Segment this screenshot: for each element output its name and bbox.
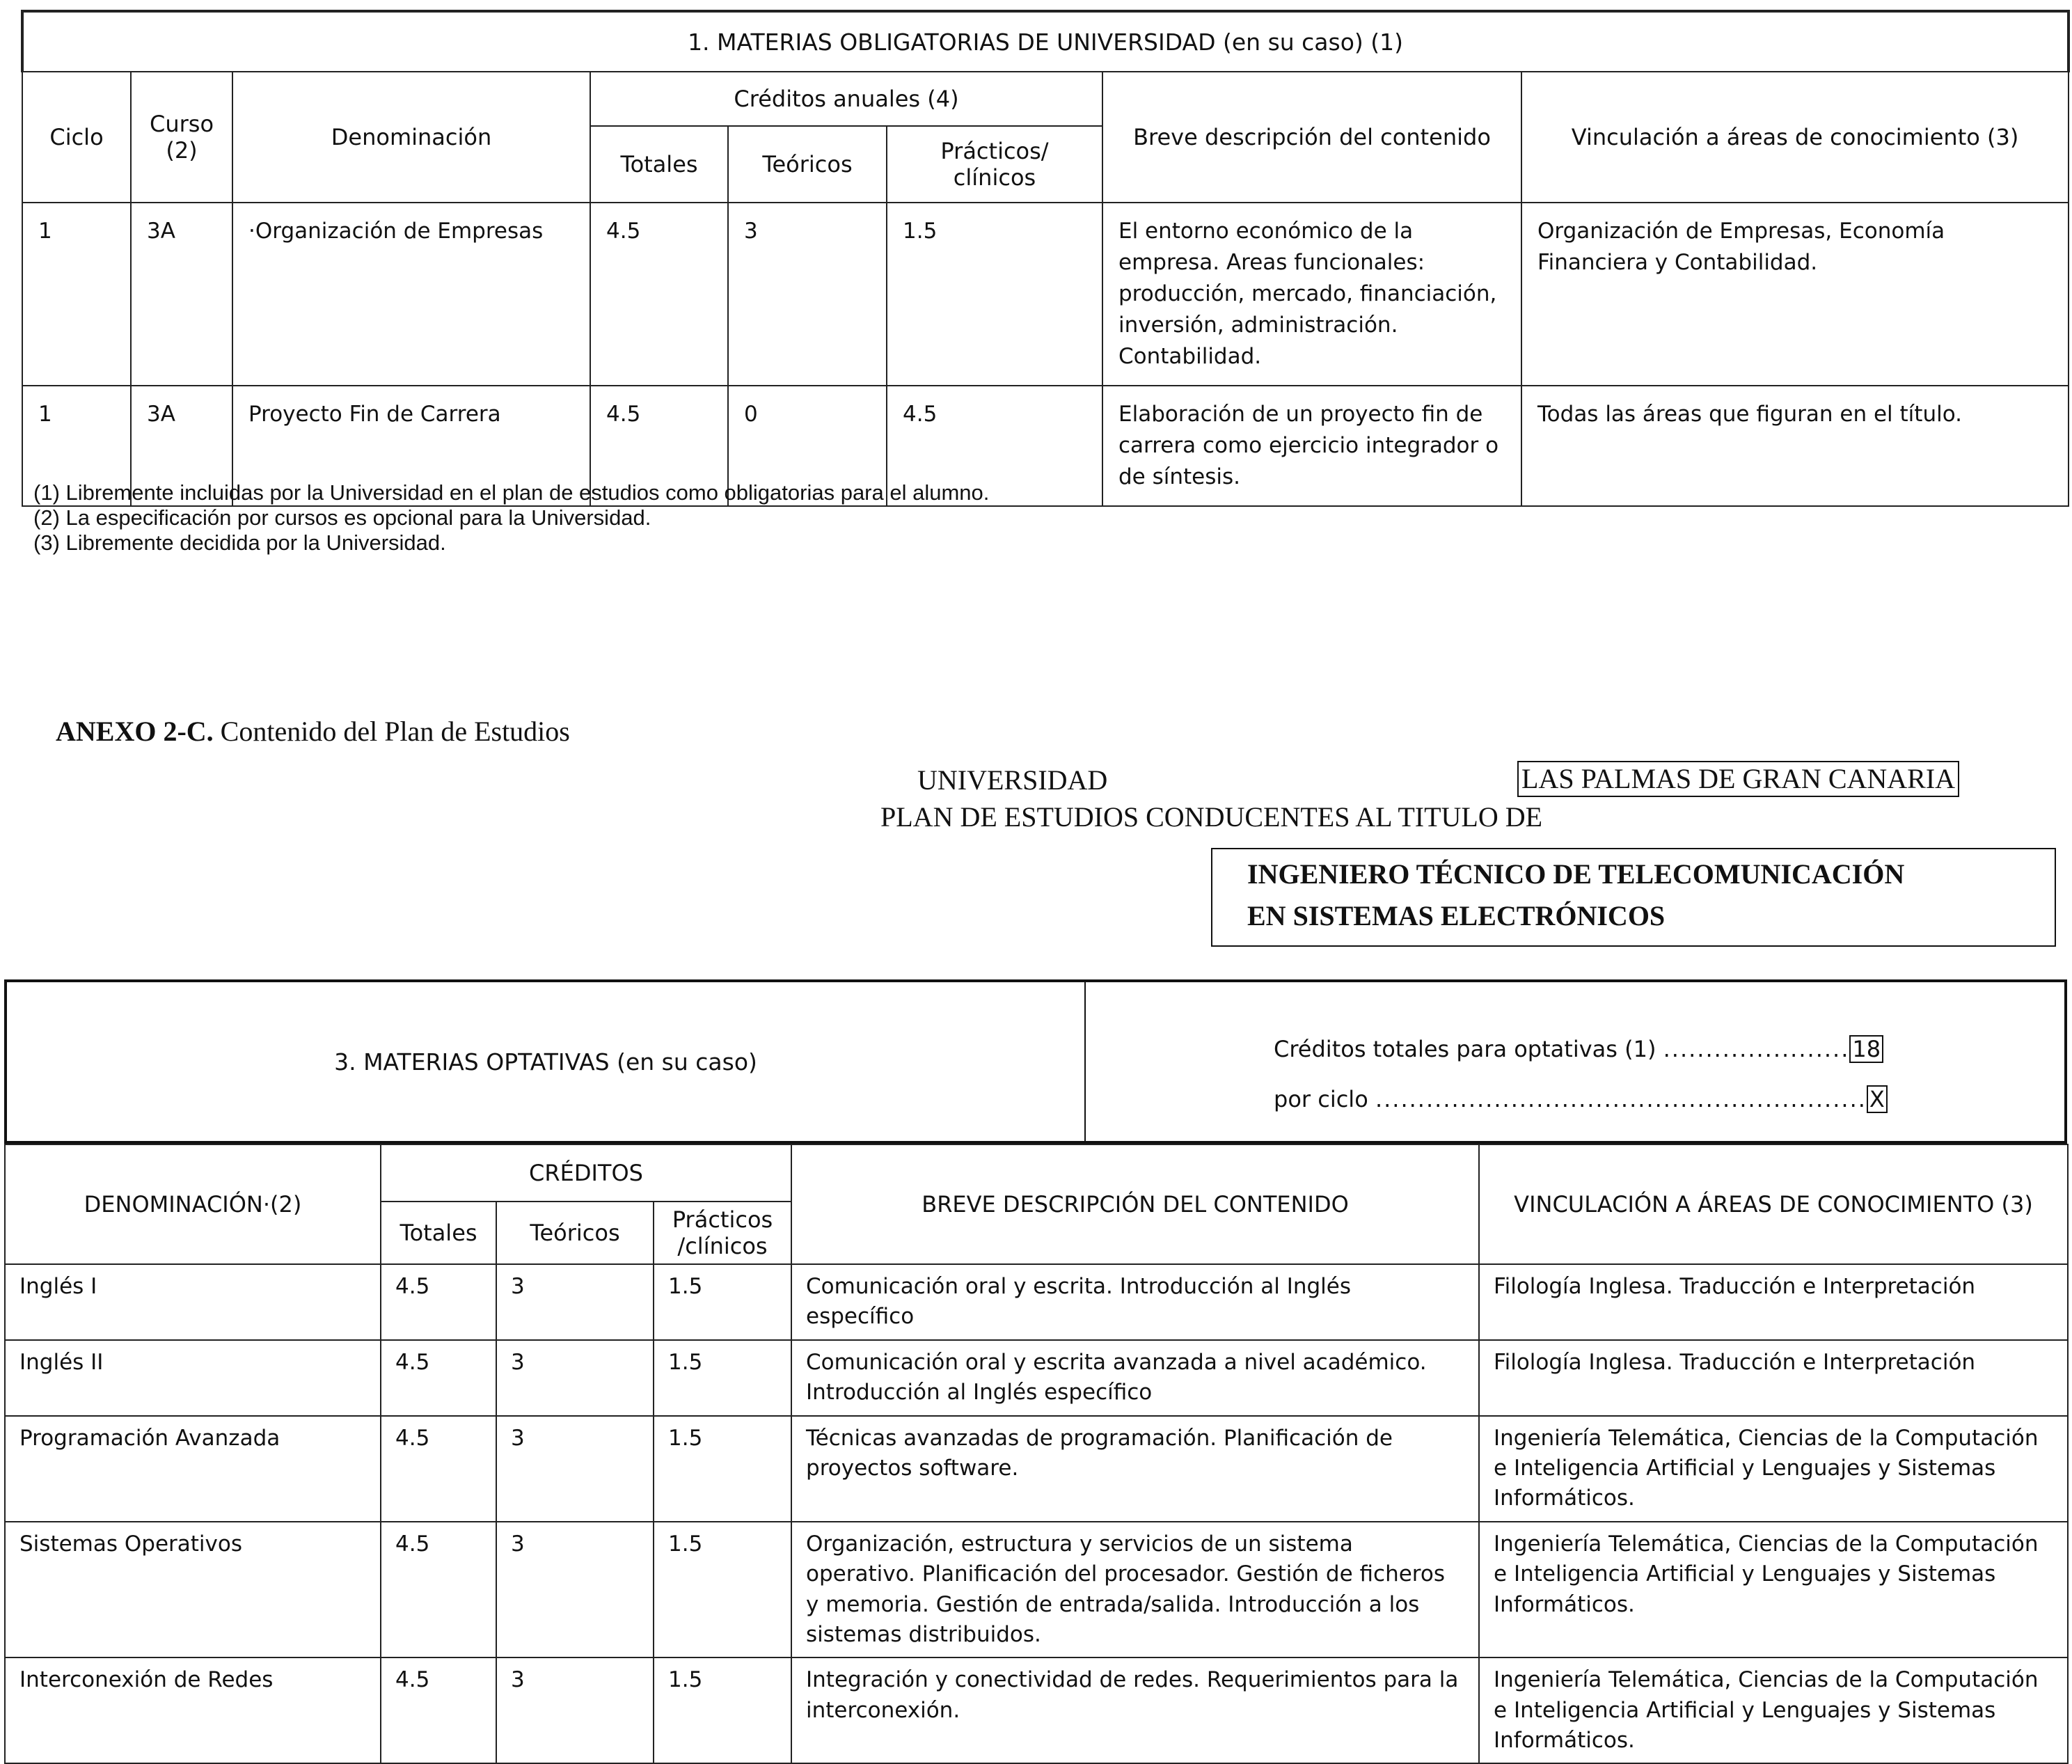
cell-totales: 4.5 [590,386,728,506]
cell-totales: 4.5 [381,1522,496,1658]
cell-vinculacion: Todas las áreas que figuran en el título. [1521,386,2069,506]
anexo-heading [56,715,570,748]
creditos-totales-line [1274,1024,1888,1074]
por-ciclo-dots: .......................................................... [1375,1086,1867,1112]
cell-descripcion: Técnicas avanzadas de programación. Planificación de proyectos software. [791,1416,1479,1522]
cell-teoricos: 3 [496,1264,654,1340]
table-row [22,203,2069,386]
cell-denominacion: Inglés I [5,1264,381,1340]
header-vinculacion: VINCULACIÓN A ÁREAS DE CONOCIMIENTO (3) [1479,1144,2068,1264]
cell-teoricos: 0 [728,386,887,506]
obligatorias-table [21,10,2070,507]
cell-curso: 3A [131,386,232,506]
header-descripcion: Breve descripción del contenido [1102,72,1521,203]
cell-practicos: 1.5 [654,1340,791,1416]
cell-denominacion: Inglés II [5,1340,381,1416]
por-ciclo-line [1274,1074,1888,1124]
cell-ciclo: 1 [22,386,131,506]
cell-totales: 4.5 [381,1340,496,1416]
cell-teoricos: 3 [496,1522,654,1658]
table-row [5,1416,2068,1522]
cell-practicos: 1.5 [654,1264,791,1340]
cell-descripcion: Elaboración de un proyecto fin de carrera como ejercicio integrador o de síntesis. [1102,386,1521,506]
optativas-credits-block [1274,1024,1888,1124]
header-teoricos: Teóricos [728,126,887,203]
table-row [5,1264,2068,1340]
header-denominacion: Denominación [232,72,590,203]
header-practicos [887,126,1102,203]
table-row [5,1657,2068,1763]
cell-descripcion: El entorno económico de la empresa. Areas funcionales: producción, mercado, financiación, inversión, administración. Contabilidad. [1102,203,1521,386]
creditos-totales-label: Créditos totales para optativas (1) [1274,1036,1656,1062]
cell-totales: 4.5 [590,203,728,386]
optativas-section-title: 3. MATERIAS OPTATIVAS (en su caso) [7,982,1086,1141]
table-row [5,1340,2068,1416]
header-teoricos: Teóricos [496,1202,654,1264]
titulo-line-1: INGENIERO TÉCNICO DE TELECOMUNICACIÓN [1247,858,1905,890]
cell-vinculacion: Organización de Empresas, Economía Financiera y Contabilidad. [1521,203,2069,386]
header-curso-note: (2) [166,137,198,164]
cell-vinculacion: Ingeniería Telemática, Ciencias de la Computación e Inteligencia Artificial y Lenguajes y Sistemas Informáticos. [1479,1416,2068,1522]
cell-descripcion: Organización, estructura y servicios de un sistema operativo. Planificación del procesador. Gestión de ficheros y memoria. Gestión de entrada/salida. Introducción a los sistemas distribuidos. [791,1522,1479,1658]
cell-practicos: 1.5 [654,1657,791,1763]
cell-teoricos: 3 [728,203,887,386]
cell-vinculacion: Ingeniería Telemática, Ciencias de la Computación e Inteligencia Artificial y Lenguajes y Sistemas Informáticos. [1479,1522,2068,1658]
header-curso-label: Curso [149,111,214,137]
cell-vinculacion: Filología Inglesa. Traducción e Interpretación [1479,1264,2068,1340]
header-vinculacion: Vinculación a áreas de conocimiento (3) [1521,72,2069,203]
footnote-2: (2) La especificación por cursos es opcional para la Universidad. [33,505,651,530]
creditos-totales-value: 18 [1849,1035,1883,1063]
cell-denominacion: ·Organización de Empresas [232,203,590,386]
cell-teoricos: 3 [496,1416,654,1522]
header-practicos-label-2: clínicos [953,164,1036,191]
por-ciclo-value: X [1867,1085,1888,1113]
header-practicos-label: Prácticos/ [940,138,1049,164]
universidad-label: UNIVERSIDAD [917,764,1108,796]
por-ciclo-label: por ciclo [1274,1086,1368,1112]
footnote-1: (1) Libremente incluidas por la Universidad en el plan de estudios como obligatorias para el alumno. [33,480,990,505]
header-curso [131,72,232,203]
cell-practicos: 4.5 [887,386,1102,506]
cell-denominacion: Programación Avanzada [5,1416,381,1522]
header-denominacion: DENOMINACIÓN·(2) [5,1144,381,1264]
cell-practicos: 1.5 [654,1416,791,1522]
obligatorias-section-title: 1. MATERIAS OBLIGATORIAS DE UNIVERSIDAD (en su caso) (1) [22,11,2069,72]
cell-practicos: 1.5 [887,203,1102,386]
plan-label: PLAN DE ESTUDIOS CONDUCENTES AL TITULO DE [880,801,1543,833]
table-row [5,1522,2068,1658]
cell-denominacion: Sistemas Operativos [5,1522,381,1658]
header-practicos-label-2: /clínicos [677,1233,768,1259]
cell-curso: 3A [131,203,232,386]
header-creditos: CRÉDITOS [381,1144,791,1202]
cell-descripcion: Comunicación oral y escrita. Introducción al Inglés específico [791,1264,1479,1340]
anexo-text: Contenido del Plan de Estudios [213,716,570,747]
cell-denominacion: Proyecto Fin de Carrera [232,386,590,506]
cell-totales: 4.5 [381,1264,496,1340]
cell-denominacion: Interconexión de Redes [5,1657,381,1763]
cell-vinculacion: Ingeniería Telemática, Ciencias de la Computación e Inteligencia Artificial y Lenguajes y Sistemas Informáticos. [1479,1657,2068,1763]
cell-practicos: 1.5 [654,1522,791,1658]
cell-descripcion: Integración y conectividad de redes. Requerimientos para la interconexión. [791,1657,1479,1763]
header-ciclo: Ciclo [22,72,131,203]
optativas-table [4,1144,2069,1764]
footnotes [33,480,989,556]
header-practicos [654,1202,791,1264]
titulo-box [1211,848,2056,947]
cell-descripcion: Comunicación oral y escrita avanzada a nivel académico. Introducción al Inglés específico [791,1340,1479,1416]
creditos-totales-dots: ...................... [1663,1036,1850,1062]
cell-totales: 4.5 [381,1657,496,1763]
anexo-label: ANEXO 2-C. [56,716,214,747]
header-totales: Totales [590,126,728,203]
footnote-3: (3) Libremente decidida por la Universidad. [33,530,446,555]
universidad-value: LAS PALMAS DE GRAN CANARIA [1517,761,1959,797]
cell-teoricos: 3 [496,1657,654,1763]
header-descripcion: BREVE DESCRIPCIÓN DEL CONTENIDO [791,1144,1479,1264]
header-creditos: Créditos anuales (4) [590,72,1102,126]
titulo-line-2: EN SISTEMAS ELECTRÓNICOS [1247,900,1666,931]
header-practicos-label: Prácticos [672,1206,773,1233]
cell-vinculacion: Filología Inglesa. Traducción e Interpretación [1479,1340,2068,1416]
cell-ciclo: 1 [22,203,131,386]
header-totales: Totales [381,1202,496,1264]
cell-teoricos: 3 [496,1340,654,1416]
optativas-header [4,979,2067,1144]
cell-totales: 4.5 [381,1416,496,1522]
